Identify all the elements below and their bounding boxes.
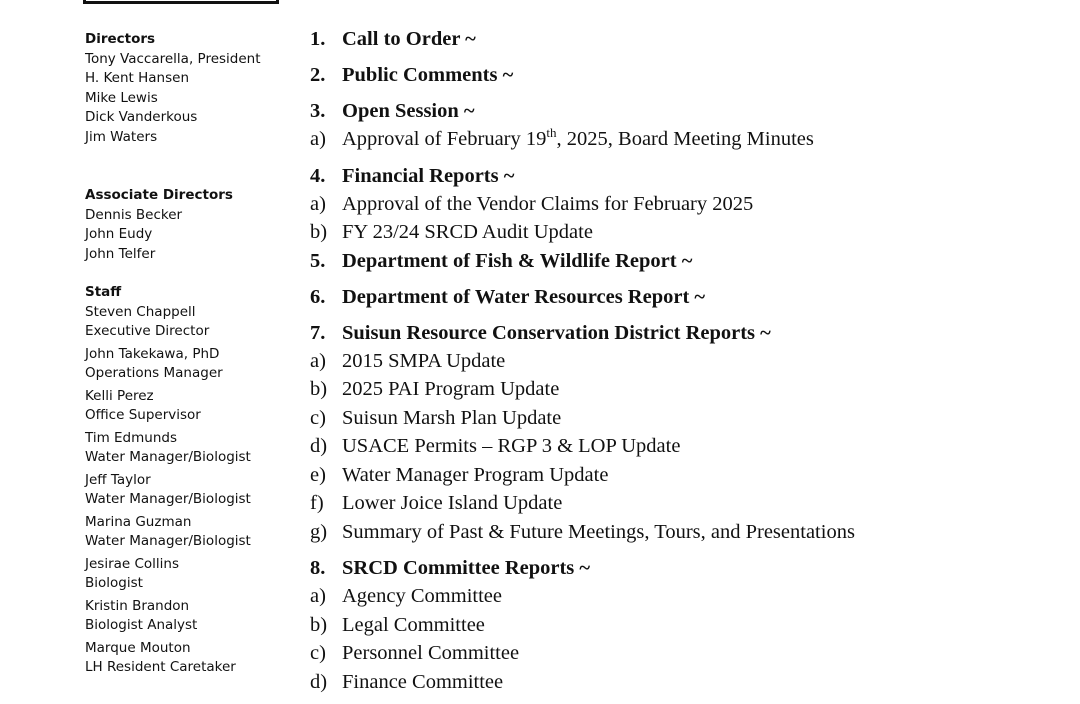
staff-entry <box>85 345 285 384</box>
staff-title: Office Supervisor <box>85 407 201 423</box>
sub-letter: c) <box>310 642 326 664</box>
sub-letter: a) <box>310 128 326 150</box>
directors-list <box>85 50 285 148</box>
item-number: 2. <box>310 64 326 86</box>
sub-item <box>310 461 1070 490</box>
sub-text: FY 23/24 SRCD Audit Update <box>342 221 593 243</box>
item-number: 8. <box>310 557 326 579</box>
agenda-item <box>310 283 1070 311</box>
staff-title: Water Manager/Biologist <box>85 533 251 549</box>
director-name: Dick Vanderkous <box>85 109 198 125</box>
sub-text: Legal Committee <box>342 613 485 636</box>
sub-item <box>310 432 1070 461</box>
staff-heading: Staff <box>85 284 122 300</box>
staff-entry <box>85 597 285 636</box>
sub-item <box>310 347 1070 376</box>
staff-title: LH Resident Caretaker <box>85 659 236 675</box>
staff-name: John Takekawa, PhD <box>85 345 220 362</box>
staff-list <box>85 303 285 678</box>
sub-item <box>310 582 1070 611</box>
staff-entry <box>85 303 285 342</box>
sub-item <box>310 190 1070 219</box>
sub-letter: f) <box>310 492 324 514</box>
sub-text: USACE Permits – RGP 3 & LOP Update <box>342 435 681 457</box>
item-number: 5. <box>310 249 326 272</box>
agenda <box>310 25 1070 704</box>
item-title: Public Comments ~ <box>342 64 514 86</box>
sub-item <box>310 611 1070 640</box>
sub-text: Approval of the Vendor Claims for February 2025 <box>342 192 754 215</box>
item-number: 6. <box>310 285 326 308</box>
staff-name: Kelli Perez <box>85 387 154 404</box>
ordinal-suffix: th <box>546 125 557 141</box>
sub-letter: g) <box>310 520 328 543</box>
item-title: Department of Fish & Wildlife Report ~ <box>342 249 693 272</box>
staff-title: Biologist Analyst <box>85 617 198 633</box>
staff-title: Operations Manager <box>85 365 223 381</box>
sub-letter: d) <box>310 670 328 693</box>
item-title: Suisun Resource Conservation District Reports ~ <box>342 321 771 344</box>
staff-title: Water Manager/Biologist <box>85 449 251 465</box>
item-number: 7. <box>310 321 326 344</box>
sub-text: Summary of Past & Future Meetings, Tours, and Presentations <box>342 520 855 543</box>
item-title: Call to Order ~ <box>342 28 476 50</box>
staff-name: Marina Guzman <box>85 513 192 530</box>
staff-entry <box>85 555 285 594</box>
staff-name: Kristin Brandon <box>85 597 190 614</box>
staff-title: Water Manager/Biologist <box>85 491 251 507</box>
sub-text: Water Manager Program Update <box>342 463 609 486</box>
sub-text: Finance Committee <box>342 670 504 693</box>
staff-name: Tim Edmunds <box>85 429 177 446</box>
agenda-item <box>310 25 1070 53</box>
sub-item <box>310 518 1070 547</box>
staff-entry <box>85 471 285 510</box>
director-name: Mike Lewis <box>85 89 158 106</box>
sub-letter: b) <box>310 221 328 243</box>
sub-letter: c) <box>310 406 326 429</box>
agenda-item <box>310 97 1070 154</box>
associate-name: John Telfer <box>85 245 156 262</box>
sub-item <box>310 404 1070 433</box>
associates-list <box>85 206 285 265</box>
item-title: SRCD Committee Reports ~ <box>342 557 591 579</box>
staff-name: Jesirae Collins <box>85 555 180 572</box>
sub-item <box>310 668 1070 697</box>
logo-frame <box>83 0 279 4</box>
staff-entry <box>85 513 285 552</box>
item-number: 4. <box>310 164 326 187</box>
staff-entry <box>85 639 285 678</box>
agenda-item <box>310 61 1070 89</box>
staff-entry <box>85 387 285 426</box>
directors-heading: Directors <box>85 31 156 47</box>
associates-heading: Associate Directors <box>85 187 233 203</box>
sub-letter: b) <box>310 613 328 636</box>
staff-title: Biologist <box>85 575 143 591</box>
sidebar-roster <box>85 30 285 681</box>
agenda-item <box>310 162 1070 247</box>
associate-name: Dennis Becker <box>85 206 183 223</box>
sub-item <box>310 375 1070 404</box>
staff-name: Jeff Taylor <box>85 471 151 488</box>
item-number: 1. <box>310 28 326 50</box>
sub-text: Personnel Committee <box>342 642 520 664</box>
sub-text: Agency Committee <box>342 585 502 607</box>
sub-letter: a) <box>310 349 326 372</box>
sub-letter: b) <box>310 378 328 400</box>
sub-item <box>310 218 1070 247</box>
item-title: Financial Reports ~ <box>342 164 515 187</box>
sub-text: Lower Joice Island Update <box>342 492 563 514</box>
staff-name: Steven Chappell <box>85 303 196 320</box>
sub-text: 2025 PAI Program Update <box>342 378 560 400</box>
sub-item <box>310 125 1070 154</box>
staff-title: Executive Director <box>85 323 210 339</box>
item-title: Open Session ~ <box>342 100 475 122</box>
sub-letter: d) <box>310 435 328 457</box>
sub-letter: a) <box>310 192 326 215</box>
sub-text: Approval of February 19 <box>342 128 547 150</box>
sub-text: 2015 SMPA Update <box>342 349 506 372</box>
staff-entry <box>85 429 285 468</box>
item-number: 3. <box>310 100 326 122</box>
sub-text: Suisun Marsh Plan Update <box>342 406 562 429</box>
sub-text: , 2025, Board Meeting Minutes <box>556 128 814 150</box>
sub-item <box>310 639 1070 668</box>
sub-letter: e) <box>310 463 326 486</box>
agenda-item <box>310 247 1070 275</box>
sub-letter: a) <box>310 585 326 607</box>
staff-name: Marque Mouton <box>85 639 191 656</box>
director-name: Tony Vaccarella, President <box>85 50 261 67</box>
sub-item <box>310 489 1070 518</box>
associate-name: John Eudy <box>85 226 153 242</box>
director-name: Jim Waters <box>85 128 158 145</box>
item-title: Department of Water Resources Report ~ <box>342 285 706 308</box>
agenda-item <box>310 319 1070 547</box>
director-name: H. Kent Hansen <box>85 70 189 86</box>
